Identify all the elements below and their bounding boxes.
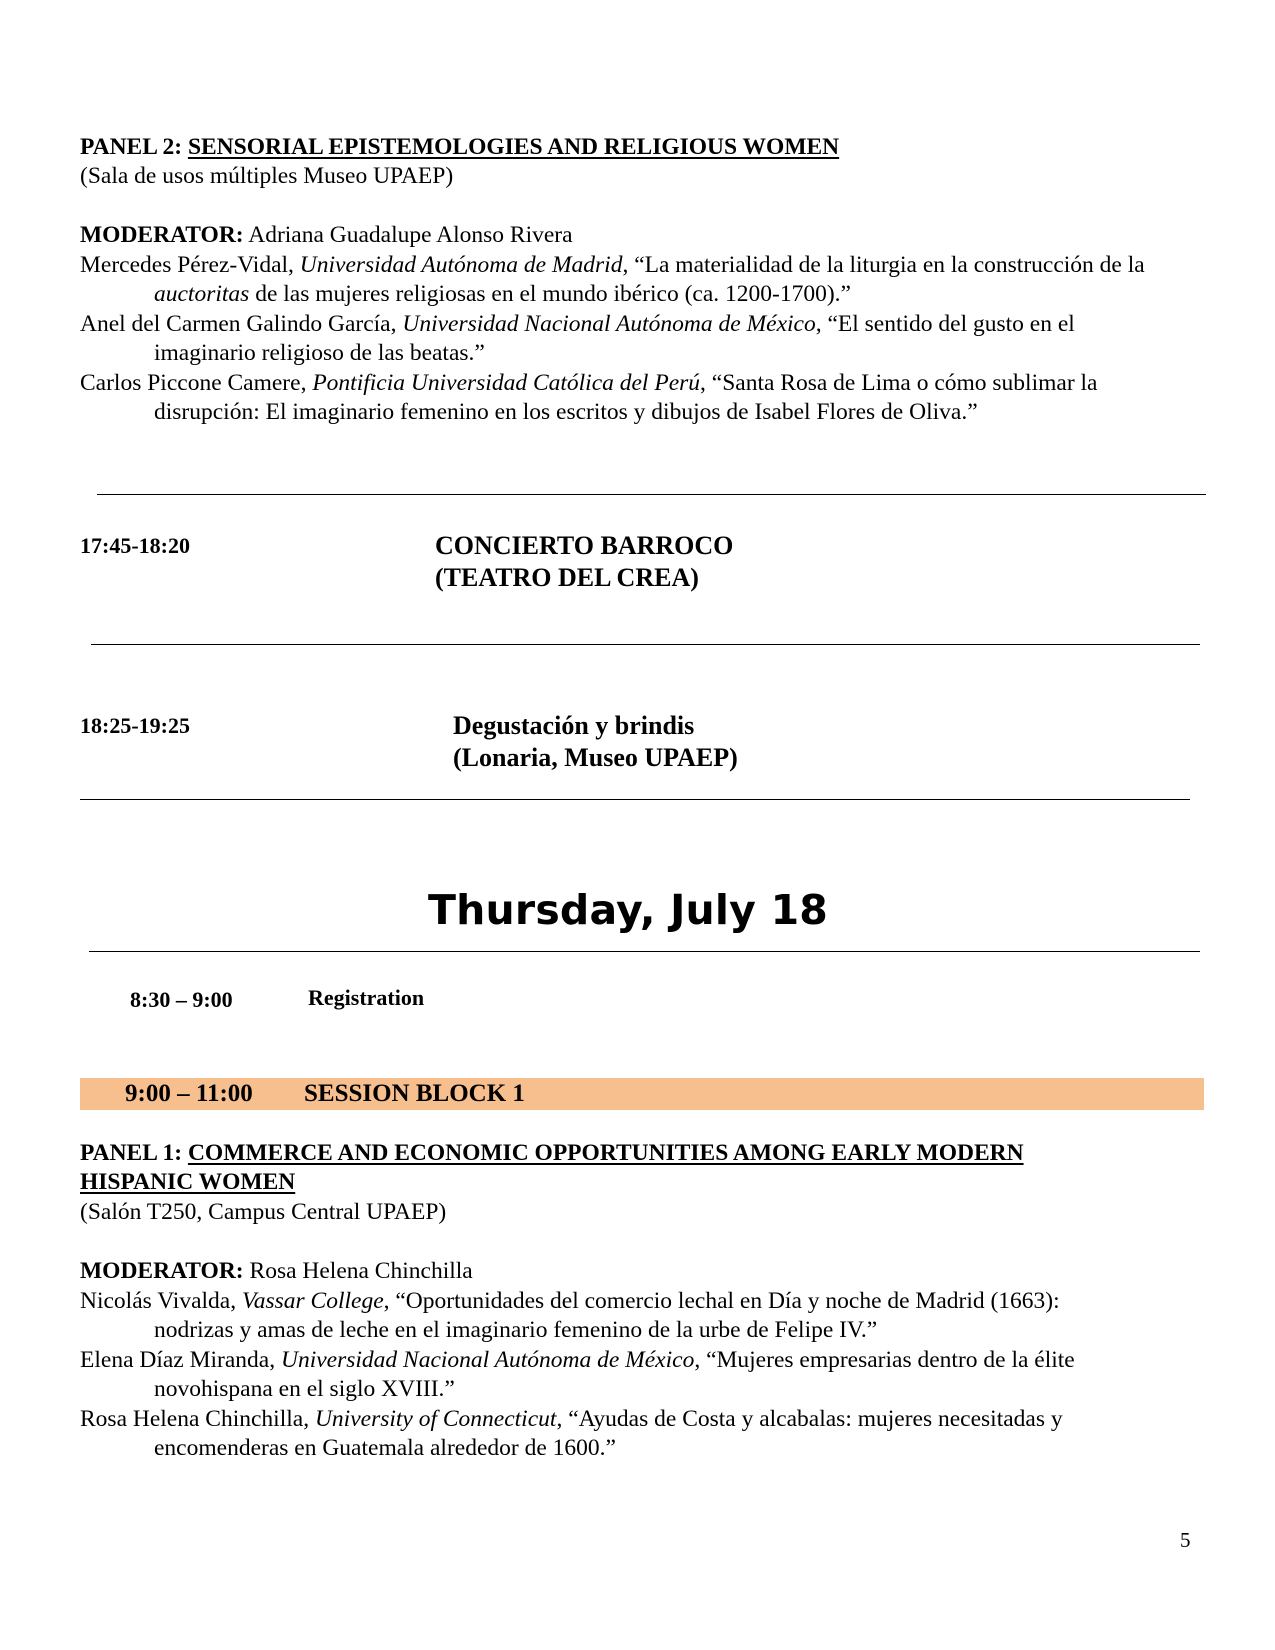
panel-1-heading (80, 1138, 1024, 1168)
paper-entry (80, 1345, 1075, 1375)
paper-entry (80, 368, 1097, 398)
paper-institution: Universidad Autónoma de Madrid (299, 252, 623, 278)
paper-author: Carlos Piccone Camere, (80, 370, 313, 396)
concert-venue: (TEATRO DEL CREA) (435, 563, 699, 592)
panel-1-title: HISPANIC WOMEN (80, 1169, 296, 1195)
paper-author: Elena Díaz Miranda, (80, 1347, 281, 1373)
paper-entry-continuation (154, 279, 851, 309)
paper-title-part: , “La materialidad de la liturgia en la construcción de la (622, 252, 1145, 278)
panel-1-title: COMMERCE AND ECONOMIC OPPORTUNITIES AMONG EARLY MODERN (187, 1140, 1024, 1166)
concert-time: 17:45-18:20 (80, 533, 190, 558)
paper-title-part: de las mujeres religiosas en el mundo ibérico (ca. 1200-1700).” (249, 281, 851, 307)
paper-institution: Vassar College (241, 1288, 384, 1314)
paper-author: Nicolás Vivalda, (80, 1288, 242, 1314)
paper-author: Anel del Carmen Galindo García, (80, 311, 403, 337)
paper-entry (80, 250, 1145, 280)
moderator-label: MODERATOR: (80, 1258, 244, 1284)
concert-title: CONCIERTO BARROCO (435, 531, 734, 560)
paper-title-italic: auctoritas (154, 281, 250, 307)
tasting-time: 18:25-19:25 (80, 713, 190, 738)
divider (91, 644, 1200, 645)
paper-institution: Universidad Nacional Autónoma de México (280, 1347, 695, 1373)
paper-entry-continuation: disrupción: El imaginario femenino en los escritos y dibujos de Isabel Flores de Oliva.” (154, 399, 978, 425)
registration-time: 8:30 – 9:00 (130, 987, 233, 1012)
moderator-label: MODERATOR: (80, 222, 244, 248)
panel-1-moderator (80, 1256, 473, 1286)
session-block-label: SESSION BLOCK 1 (304, 1080, 525, 1107)
panel-2-prefix: PANEL 2: (80, 134, 188, 160)
page-number: 5 (1180, 1528, 1191, 1552)
session-block-bar (80, 1078, 1204, 1110)
paper-title-part: , “Santa Rosa de Lima o cómo sublimar la (700, 370, 1098, 396)
paper-entry (80, 309, 1075, 339)
session-block-time: 9:00 – 11:00 (125, 1080, 253, 1107)
paper-institution: University of Connecticut (314, 1406, 557, 1432)
tasting-venue: (Lonaria, Museo UPAEP) (453, 743, 738, 772)
paper-title-part: , “Oportunidades del comercio lechal en Día y noche de Madrid (1663): (383, 1288, 1060, 1314)
day-heading: Thursday, July 18 (427, 886, 829, 934)
paper-institution: Universidad Nacional Autónoma de México (402, 311, 816, 337)
moderator-name: Adriana Guadalupe Alonso Rivera (243, 222, 573, 248)
paper-institution: Pontificia Universidad Católica del Perú (312, 370, 701, 396)
panel-2-heading (80, 132, 839, 162)
paper-entry-continuation: novohispana en el siglo XVIII.” (154, 1376, 455, 1402)
paper-entry (80, 1404, 1063, 1434)
divider (80, 799, 1190, 800)
paper-author: Rosa Helena Chinchilla, (80, 1406, 315, 1432)
paper-title-part: , “Ayudas de Costa y alcabalas: mujeres necesitadas y (556, 1406, 1063, 1432)
divider (89, 951, 1200, 952)
paper-entry-continuation: nodrizas y amas de leche en el imaginario femenino de la urbe de Felipe IV.” (154, 1317, 878, 1343)
panel-2-location: (Sala de usos múltiples Museo UPAEP) (80, 163, 454, 189)
panel-2-title: SENSORIAL EPISTEMOLOGIES AND RELIGIOUS WOMEN (187, 134, 840, 160)
divider (97, 494, 1206, 495)
paper-title-part: , “El sentido del gusto en el (815, 311, 1075, 337)
panel-1-prefix: PANEL 1: (80, 1140, 188, 1166)
registration-label: Registration (308, 985, 425, 1010)
paper-title-part: , “Mujeres empresarias dentro de la élite (694, 1347, 1075, 1373)
paper-author: Mercedes Pérez-Vidal, (80, 252, 300, 278)
moderator-name: Rosa Helena Chinchilla (243, 1258, 473, 1284)
paper-entry-continuation: imaginario religioso de las beatas.” (154, 340, 485, 366)
panel-2-moderator (80, 220, 573, 250)
paper-entry (80, 1286, 1060, 1316)
panel-1-location: (Salón T250, Campus Central UPAEP) (80, 1199, 447, 1225)
paper-entry-continuation: encomenderas en Guatemala alrededor de 1600.” (154, 1435, 616, 1461)
tasting-title: Degustación y brindis (453, 711, 695, 740)
panel-1-heading-continuation (80, 1167, 295, 1197)
